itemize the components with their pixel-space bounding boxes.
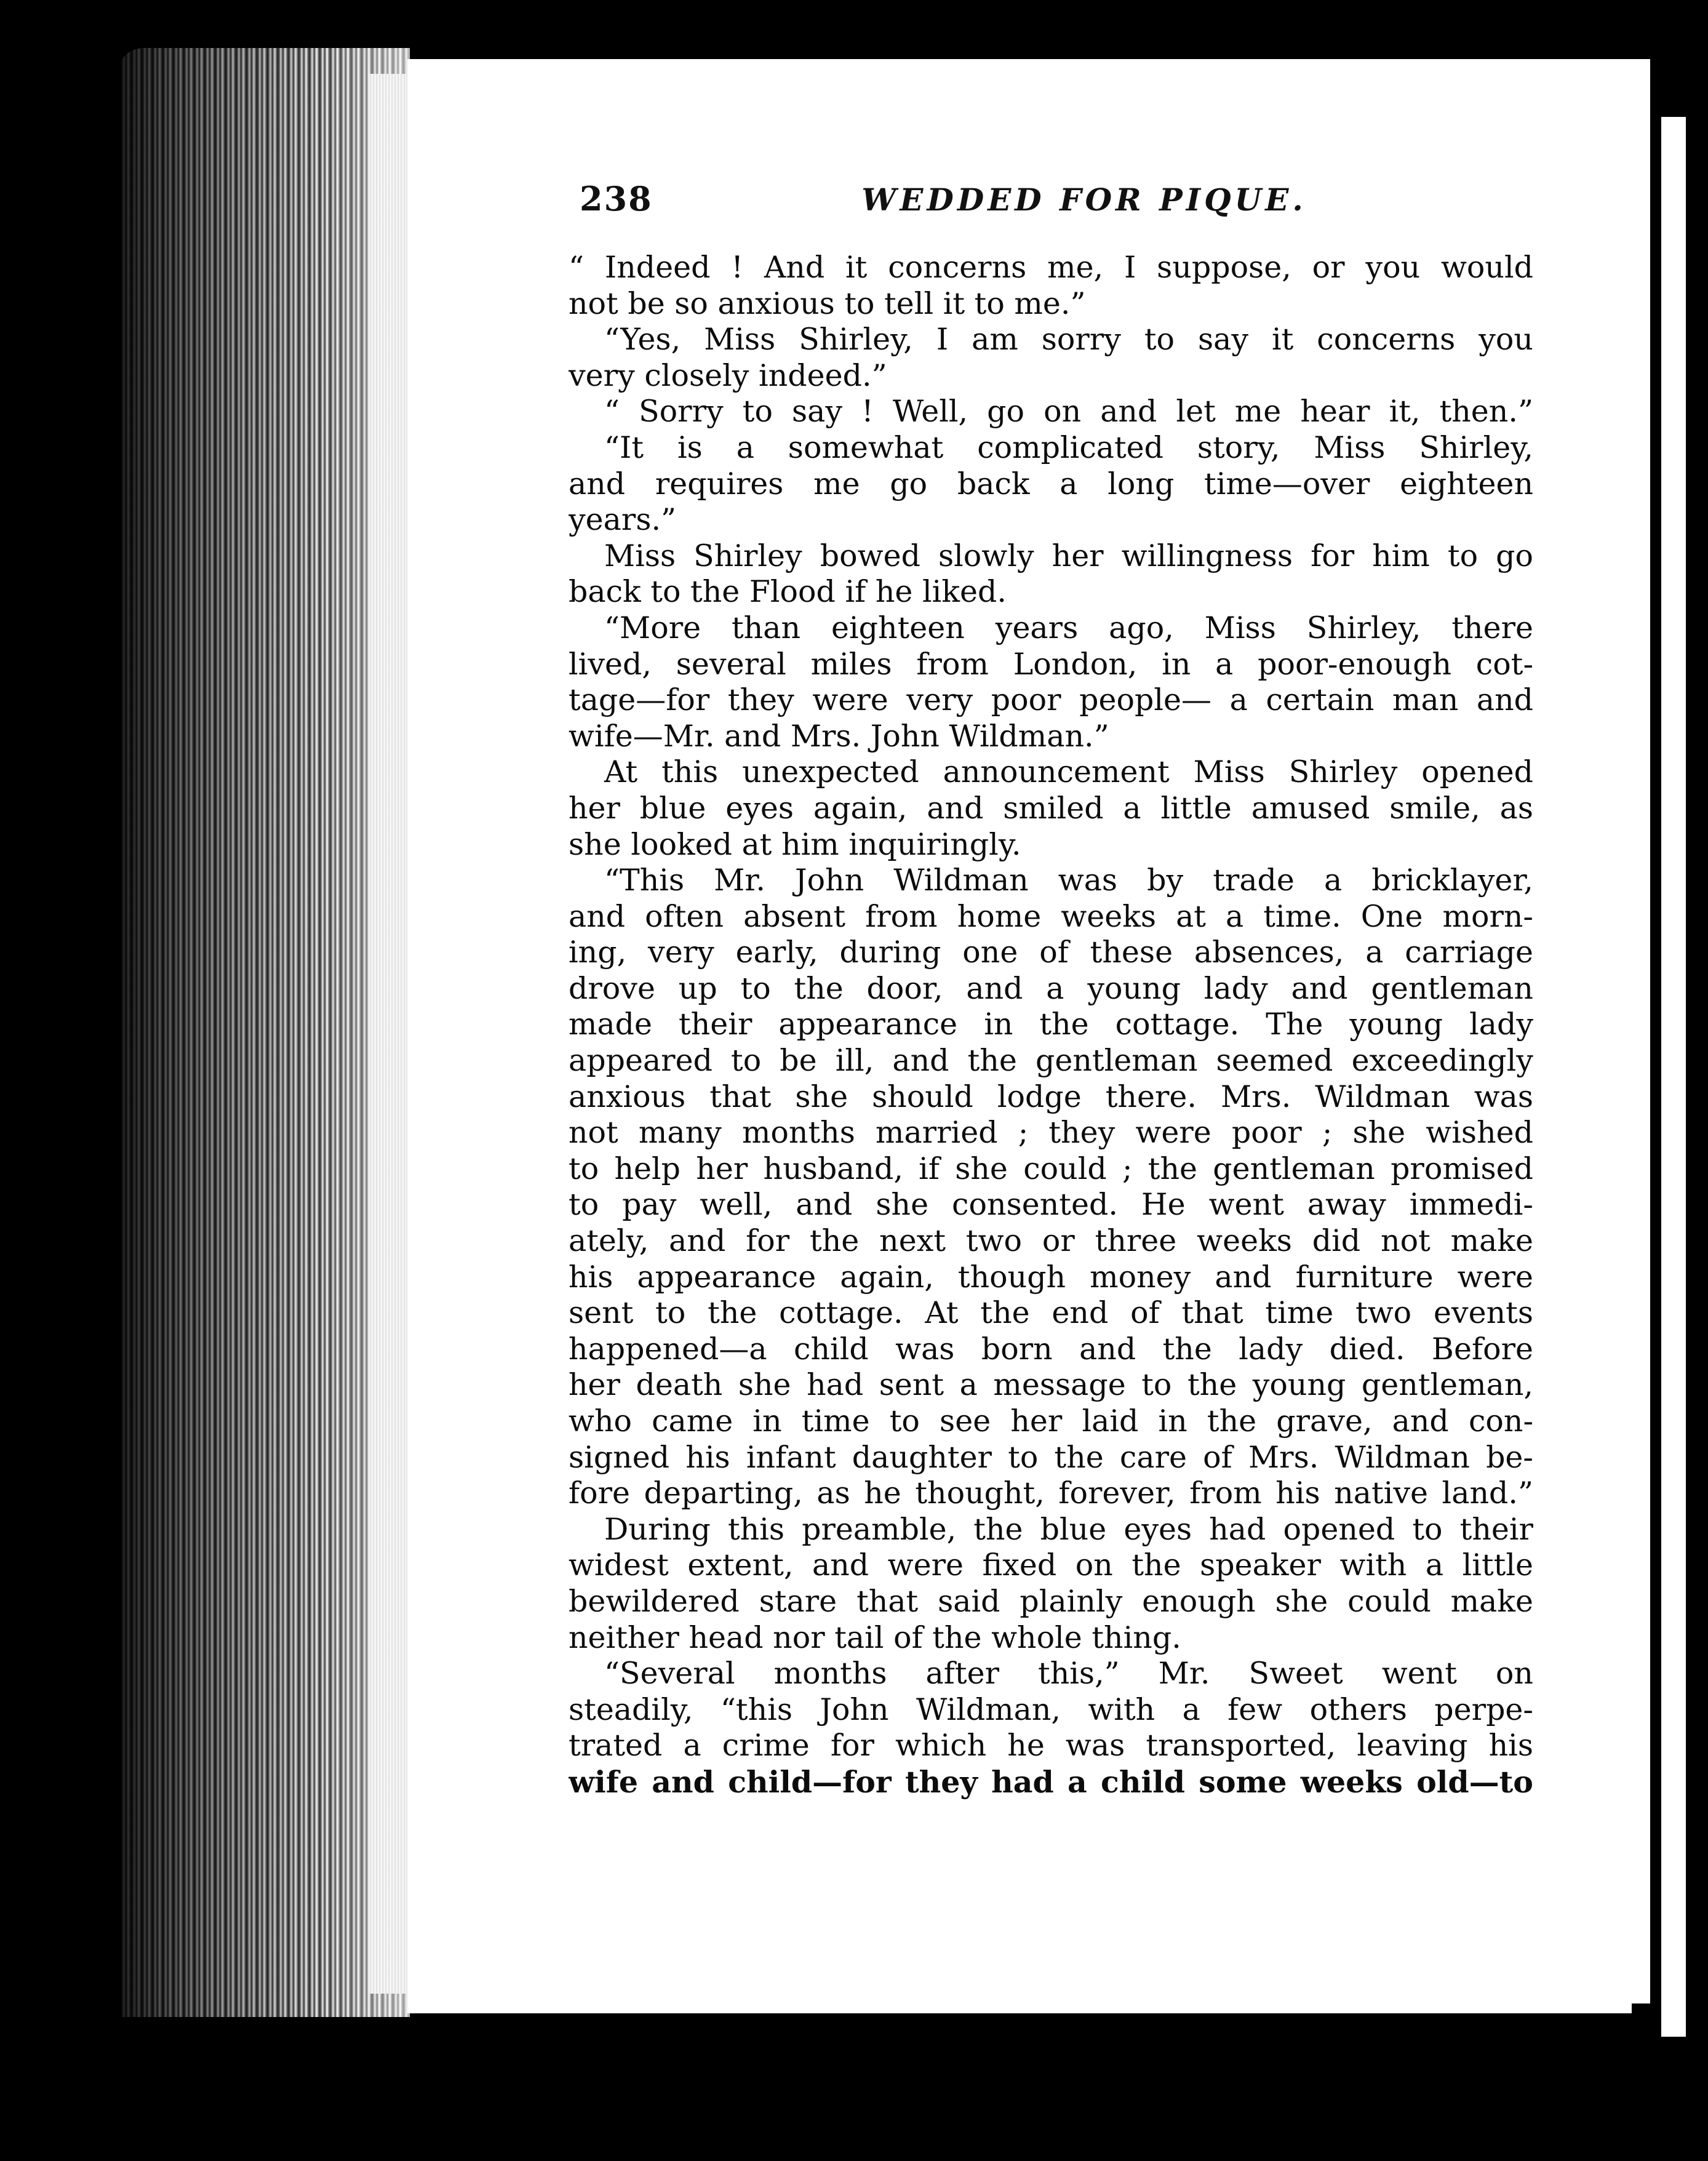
text-line: tage—for they were very poor people— a certain man and: [569, 682, 1533, 718]
text-line: “Yes, Miss Shirley, I am sorry to say it concerns you: [604, 322, 1533, 358]
scan-mark: [1503, 2059, 1523, 2095]
text-line: sent to the cottage. At the end of that time two events: [569, 1295, 1533, 1331]
page-gutter: [369, 74, 406, 1994]
text-line: Miss Shirley bowed slowly her willingness for him to go: [604, 538, 1533, 573]
running-head: [580, 179, 1638, 241]
text-line: and requires me go back a long time—over eighteen: [569, 466, 1533, 501]
text-line: and often absent from home weeks at a time. One morn-: [569, 898, 1533, 934]
text-line: fore departing, as he thought, forever, from his native land.”: [569, 1476, 1533, 1511]
text-line: his appearance again, though money and furniture were: [569, 1259, 1533, 1295]
text-line: made their appearance in the cottage. The young lady: [569, 1007, 1533, 1042]
text-line: not many months married ; they were poor ; she wished: [569, 1115, 1533, 1151]
text-line: widest extent, and were fixed on the speaker with a little: [569, 1548, 1533, 1583]
text-line: happened—a child was born and the lady died. Before: [569, 1331, 1533, 1367]
text-line: “ Sorry to say ! Well, go on and let me hear it, then.”: [604, 394, 1533, 429]
text-line: not be so anxious to tell it to me.”: [569, 286, 1086, 321]
text-line: neither head nor tail of the whole thing.: [569, 1620, 1181, 1655]
text-line: she looked at him inquiringly.: [569, 826, 1021, 862]
text-line: ing, very early, during one of these absences, a carriage: [569, 935, 1533, 970]
text-line: “Several months after this,” Mr. Sweet went on: [604, 1656, 1533, 1692]
book-page: [407, 59, 1632, 2013]
text-line: years.”: [569, 502, 677, 538]
text-line: drove up to the door, and a young lady and gentleman: [569, 970, 1533, 1006]
text-line: appeared to be ill, and the gentleman seemed exceedingly: [569, 1043, 1533, 1079]
text-line: trated a crime for which he was transported, leaving his: [569, 1728, 1533, 1764]
text-line: who came in time to see her laid in the grave, and con-: [569, 1404, 1533, 1439]
text-line: her death she had sent a message to the young gentleman,: [569, 1367, 1533, 1403]
text-line: wife and child—for they had a child some weeks old—to: [569, 1764, 1533, 1800]
text-line: lived, several miles from London, in a poor-enough cot-: [569, 646, 1533, 682]
text-line: back to the Flood if he liked.: [569, 574, 1007, 610]
page-number: 238: [580, 179, 653, 218]
text-line: very closely indeed.”: [569, 358, 887, 393]
text-line: “It is a somewhat complicated story, Miss Shirley,: [604, 429, 1533, 465]
body-text: [569, 250, 1533, 1800]
text-line: ately, and for the next two or three weeks did not make: [569, 1223, 1533, 1259]
facing-page-strip: [1661, 117, 1686, 2037]
scan-mark: [812, 2136, 829, 2159]
text-line: “This Mr. John Wildman was by trade a bricklayer,: [604, 863, 1533, 898]
book-page-edges-shadow: [121, 48, 410, 2017]
text-line: anxious that she should lodge there. Mrs. Wildman was: [569, 1079, 1533, 1114]
text-line: steadily, “this John Wildman, with a few others perpe-: [569, 1692, 1533, 1727]
text-line: At this unexpected announcement Miss Shirley opened: [604, 754, 1533, 790]
text-line: “More than eighteen years ago, Miss Shirley, there: [604, 610, 1533, 645]
text-line: wife—Mr. and Mrs. John Wildman.”: [569, 718, 1109, 754]
text-line: to help her husband, if she could ; the gentleman promised: [569, 1151, 1533, 1186]
text-line: to pay well, and she consented. He went away immedi-: [569, 1187, 1533, 1223]
text-line: “ Indeed ! And it concerns me, I suppose, or you would: [569, 250, 1533, 285]
facing-page-edge: [1632, 59, 1659, 2003]
text-line: signed his infant daughter to the care of Mrs. Wildman be-: [569, 1439, 1533, 1475]
running-title: WEDDED FOR PIQUE.: [861, 182, 1307, 218]
text-line: bewildered stare that said plainly enough she could make: [569, 1583, 1533, 1619]
text-line: her blue eyes again, and smiled a little amused smile, as: [569, 790, 1533, 826]
text-line: During this preamble, the blue eyes had opened to their: [604, 1511, 1533, 1547]
